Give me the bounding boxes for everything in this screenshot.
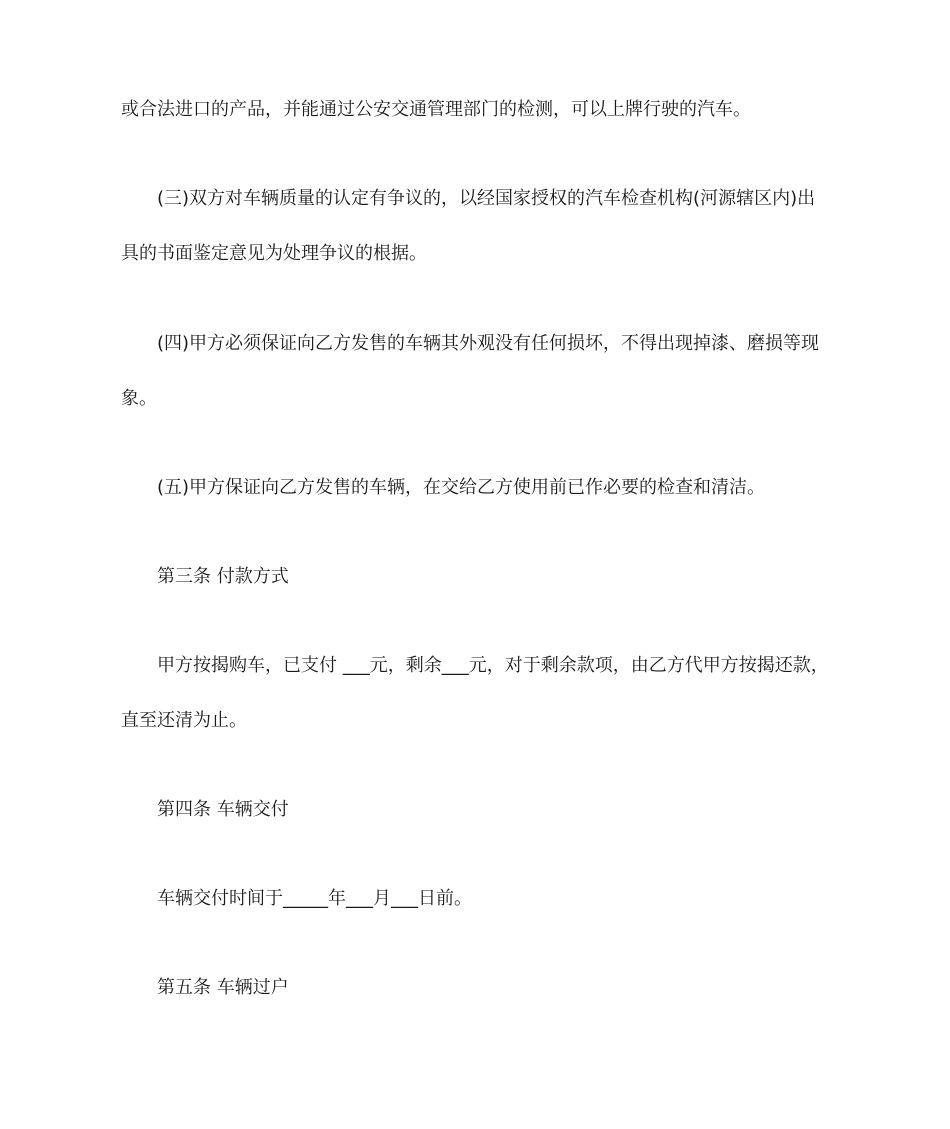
section-heading: 第三条 付款方式 bbox=[157, 566, 289, 587]
paragraph-line: (三)双方对车辆质量的认定有争议的，以经国家授权的汽车检查机构(河源辖区内)出 bbox=[157, 188, 816, 209]
section-heading: 第五条 车辆过户 bbox=[157, 977, 289, 998]
paragraph-line: 甲方按揭购车，已支付 ___元，剩余___元，对于剩余款项，由乙方代甲方按揭还款， bbox=[157, 655, 829, 676]
paragraph-line: 具的书面鉴定意见为处理争议的根据。 bbox=[121, 243, 427, 264]
paragraph-line: (四)甲方必须保证向乙方发售的车辆其外观没有任何损坏，不得出现掉漆、磨损等现 bbox=[157, 333, 820, 354]
paragraph-line: 车辆交付时间于_____年___月___日前。 bbox=[157, 888, 472, 909]
paragraph-line: (五)甲方保证向乙方发售的车辆，在交给乙方使用前已作必要的检查和清洁。 bbox=[157, 477, 766, 498]
paragraph-line: 或合法进口的产品，并能通过公安交通管理部门的检测，可以上牌行驶的汽车。 bbox=[121, 99, 751, 120]
paragraph-line: 直至还清为止。 bbox=[121, 710, 247, 731]
paragraph-line: 象。 bbox=[121, 388, 157, 409]
section-heading: 第四条 车辆交付 bbox=[157, 799, 289, 820]
